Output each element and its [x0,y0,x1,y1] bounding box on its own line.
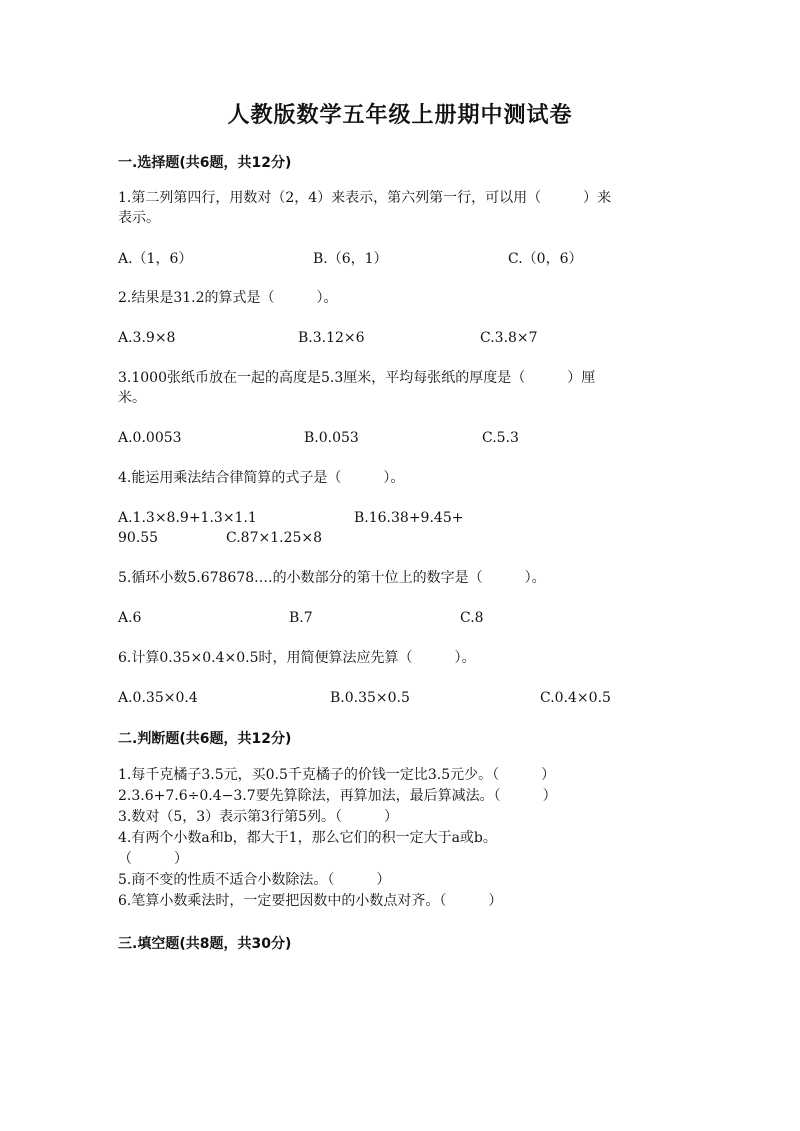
question-5-option-b: B.7 [289,610,313,626]
question-2-option-a: A.3.9×8 [118,330,176,346]
question-2-option-b: B.3.12×6 [298,330,365,346]
question-5-option-a: A.6 [118,610,142,626]
question-6-option-a: A.0.35×0.4 [118,690,198,706]
question-1-line1: 1.第二列第四行，用数对（2，4）来表示，第六列第一行，可以用（ ）来 [118,190,612,206]
question-3-option-b: B.0.053 [304,430,359,446]
judge-item-4-cont: （ ） [118,851,188,867]
question-6-option-c: C.0.4×0.5 [540,690,611,706]
question-4-option-b-cont: 90.55 [118,530,159,546]
question-6-line1: 6.计算0.35×0.4×0.5时，用简便算法应先算（ ）。 [118,650,476,666]
question-1-option-a: A.（1，6） [118,251,193,267]
section-heading-fill: 三.填空题(共8题，共30分) [118,936,292,952]
question-1-option-b: B.（6，1） [313,251,388,267]
judge-item-1: 1.每千克橘子3.5元，买0.5千克橘子的价钱一定比3.5元少。（ ） [118,767,556,783]
question-1-line2: 表示。 [118,210,160,226]
question-1-option-c: C.（0，6） [508,251,583,267]
question-5-line1: 5.循环小数5.678678.…的小数部分的第十位上的数字是（ ）。 [118,570,546,586]
question-3-option-c: C.5.3 [482,430,519,446]
question-5-option-c: C.8 [460,610,484,626]
section-heading-judge: 二.判断题(共6题，共12分) [118,731,292,747]
section-heading-choice: 一.选择题(共6题，共12分) [118,155,292,171]
question-3-option-a: A.0.0053 [118,430,182,446]
judge-item-3: 3.数对（5，3）表示第3行第5列。（ ） [118,809,398,825]
page-title: 人教版数学五年级上册期中测试卷 [227,103,573,128]
question-3-line1: 3.1000张纸币放在一起的高度是5.3厘米，平均每张纸的厚度是（ ）厘 [118,370,596,386]
judge-item-6: 6.笔算小数乘法时，一定要把因数中的小数点对齐。（ ） [118,893,503,909]
judge-item-5: 5.商不变的性质不适合小数除法。（ ） [118,872,391,888]
question-6-option-b: B.0.35×0.5 [330,690,410,706]
question-4-line1: 4.能运用乘法结合律简算的式子是（ ）。 [118,470,405,486]
question-3-line2: 米。 [118,390,146,406]
question-4-option-a: A.1.3×8.9+1.3×1.1 [118,510,257,526]
question-4-option-c: C.87×1.25×8 [226,530,323,546]
question-2-option-c: C.3.8×7 [480,330,538,346]
question-2-line1: 2.结果是31.2的算式是（ ）。 [118,290,338,306]
judge-item-4: 4.有两个小数a和b，都大于1，那么它们的积一定大于a或b。 [118,830,497,846]
question-4-option-b: B.16.38+9.45+ [354,510,464,526]
judge-item-2: 2.3.6+7.6÷0.4−3.7要先算除法，再算加法，最后算减法。（ ） [118,788,557,804]
